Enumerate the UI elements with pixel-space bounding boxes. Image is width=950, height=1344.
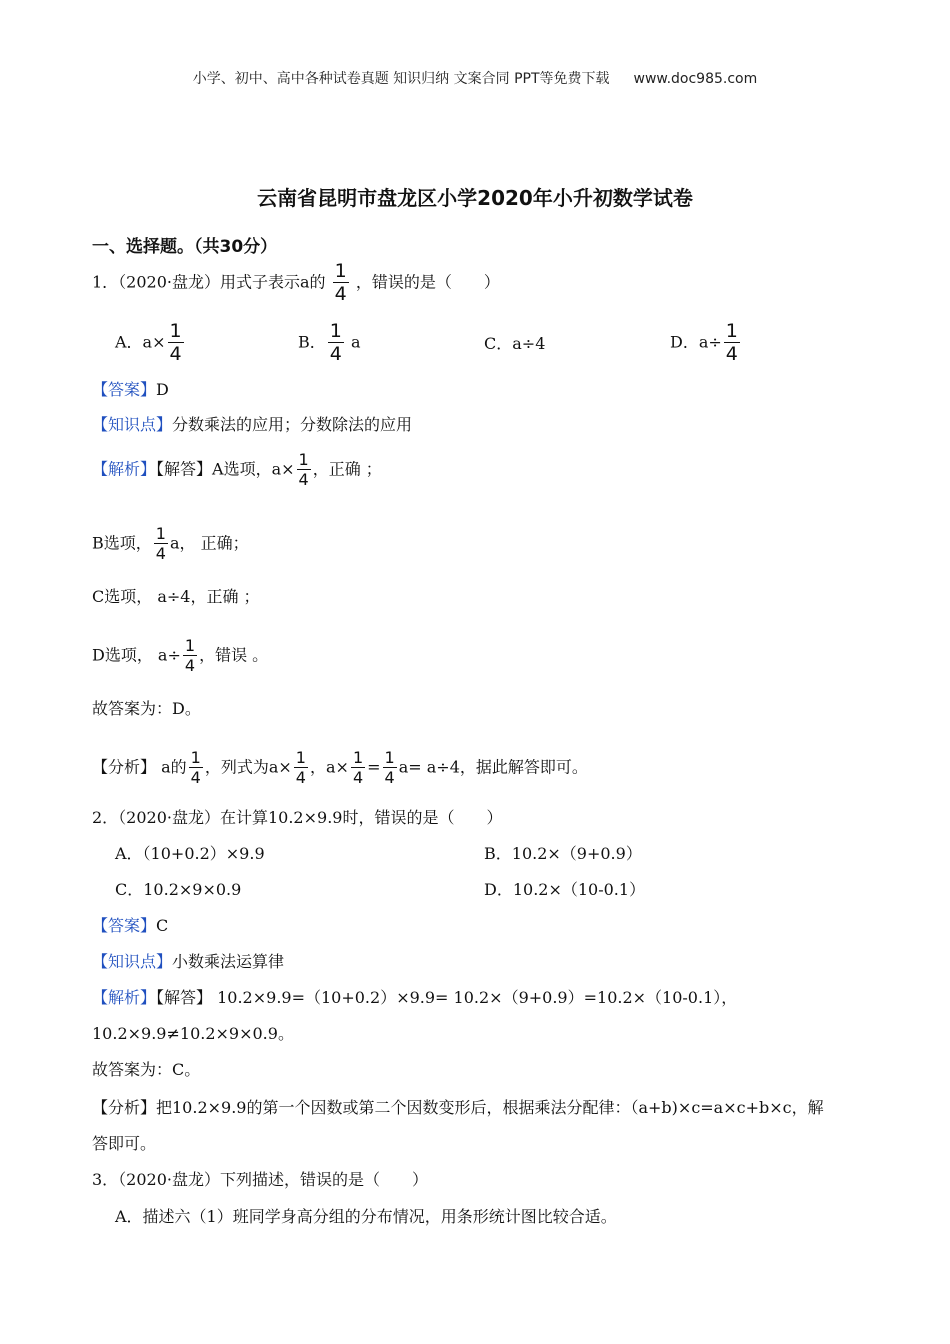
- q3-option-a[interactable]: A．描述六（1）班同学身高分组的分布情况，用条形统计图比较合适。: [115, 1207, 617, 1226]
- q1-commentary: 【分析】 a的 $\frac{1}{4}$ ，列式为a× $\frac{1}{4}$ ，a× $\frac{1}{4}$ = $\frac{1}{4}$ a= a÷4，据此解答即可。: [92, 748, 588, 787]
- q1-stem: 1．（2020·盘龙）用式子表示a的 $\frac{1}{4}$ ，错误的是（ ）: [92, 260, 500, 305]
- q2-knowledge-point: 【知识点】小数乘法运算律: [92, 952, 285, 971]
- q2-conclusion: 故答案为：C。: [92, 1060, 201, 1079]
- fraction-one-quarter: $\frac{1}{4}$: [298, 450, 309, 489]
- q1-analysis-b: B选项， $\frac{1}{4}$ a， 正确；: [92, 524, 249, 563]
- q2-analysis-2: 10.2×9.9≠10.2×9×0.9。: [92, 1024, 294, 1043]
- q3-stem: 3．（2020·盘龙）下列描述，错误的是（ ）: [92, 1170, 428, 1189]
- fraction-one-quarter: $\frac{1}{4}$: [190, 748, 201, 787]
- q1-option-a[interactable]: A．a× $\frac{1}{4}$: [115, 320, 182, 365]
- header-url[interactable]: www.doc985.com: [633, 71, 758, 87]
- q1-conclusion: 故答案为：D。: [92, 699, 201, 718]
- fraction-one-quarter: $\frac{1}{4}$: [725, 320, 738, 365]
- q1-option-b[interactable]: B． $\frac{1}{4}$ a: [298, 320, 361, 365]
- q1-answer: 【答案】D: [92, 380, 169, 399]
- analysis-tag: 【解析】: [92, 459, 157, 479]
- fraction-one-quarter: $\frac{1}{4}$: [169, 320, 182, 365]
- knowledge-tag: 【知识点】: [92, 952, 173, 971]
- knowledge-tag: 【知识点】: [92, 415, 173, 434]
- header-text: 小学、初中、高中各种试卷真题 知识归纳 文案合同 PPT等免费下载: [192, 71, 610, 87]
- q2-answer: 【答案】C: [92, 916, 169, 935]
- q2-option-c[interactable]: C．10.2×9×0.9: [115, 880, 242, 899]
- page-header: [0, 68, 950, 88]
- fraction-one-quarter: $\frac{1}{4}$: [334, 260, 347, 305]
- answer-tag: 【答案】: [92, 380, 157, 399]
- answer-tag: 【答案】: [92, 916, 157, 935]
- q2-stem: 2．（2020·盘龙）在计算10.2×9.9时，错误的是（ ）: [92, 808, 503, 827]
- q2-option-b[interactable]: B．10.2×（9+0.9）: [484, 844, 642, 863]
- fraction-one-quarter: $\frac{1}{4}$: [384, 748, 395, 787]
- fraction-one-quarter: $\frac{1}{4}$: [155, 524, 166, 563]
- commentary-tag: 【分析】: [92, 757, 157, 777]
- q2-option-a[interactable]: A．（10+0.2）×9.9: [115, 844, 265, 863]
- q1-analysis-c: C选项， a÷4，正确 ；: [92, 587, 260, 606]
- q1-analysis-d: D选项， a÷ $\frac{1}{4}$ ，错误 。: [92, 636, 269, 675]
- fraction-one-quarter: $\frac{1}{4}$: [295, 748, 306, 787]
- q2-commentary-2: 答即可。: [92, 1134, 157, 1153]
- q1-knowledge-point: 【知识点】分数乘法的应用；分数除法的应用: [92, 415, 413, 434]
- q1-option-d[interactable]: D．a÷ $\frac{1}{4}$: [670, 320, 738, 365]
- section-heading: 一、选择题。（共30分）: [92, 237, 278, 257]
- fraction-one-quarter: $\frac{1}{4}$: [184, 636, 196, 675]
- q2-option-d[interactable]: D．10.2×（10-0.1）: [484, 880, 646, 899]
- q2-commentary-1: 【分析】把10.2×9.9的第一个因数或第二个因数变形后，根据乘法分配律：（a+b)×c=a×c+b×c，解: [92, 1098, 824, 1117]
- fraction-one-quarter: $\frac{1}{4}$: [329, 320, 342, 365]
- page-title: 云南省昆明市盘龙区小学2020年小升初数学试卷: [257, 186, 693, 210]
- fraction-one-quarter: $\frac{1}{4}$: [352, 748, 364, 787]
- q2-analysis-1: 【解析】【解答】 10.2×9.9=（10+0.2）×9.9= 10.2×（9+0.9）=10.2×（10-0.1），: [92, 988, 738, 1007]
- q1-option-c[interactable]: C．a÷4: [484, 334, 546, 353]
- analysis-tag: 【解析】: [92, 988, 157, 1007]
- q1-analysis-a: 【解析】【解答】A选项，a× $\frac{1}{4}$ ，正确 ；: [92, 450, 382, 489]
